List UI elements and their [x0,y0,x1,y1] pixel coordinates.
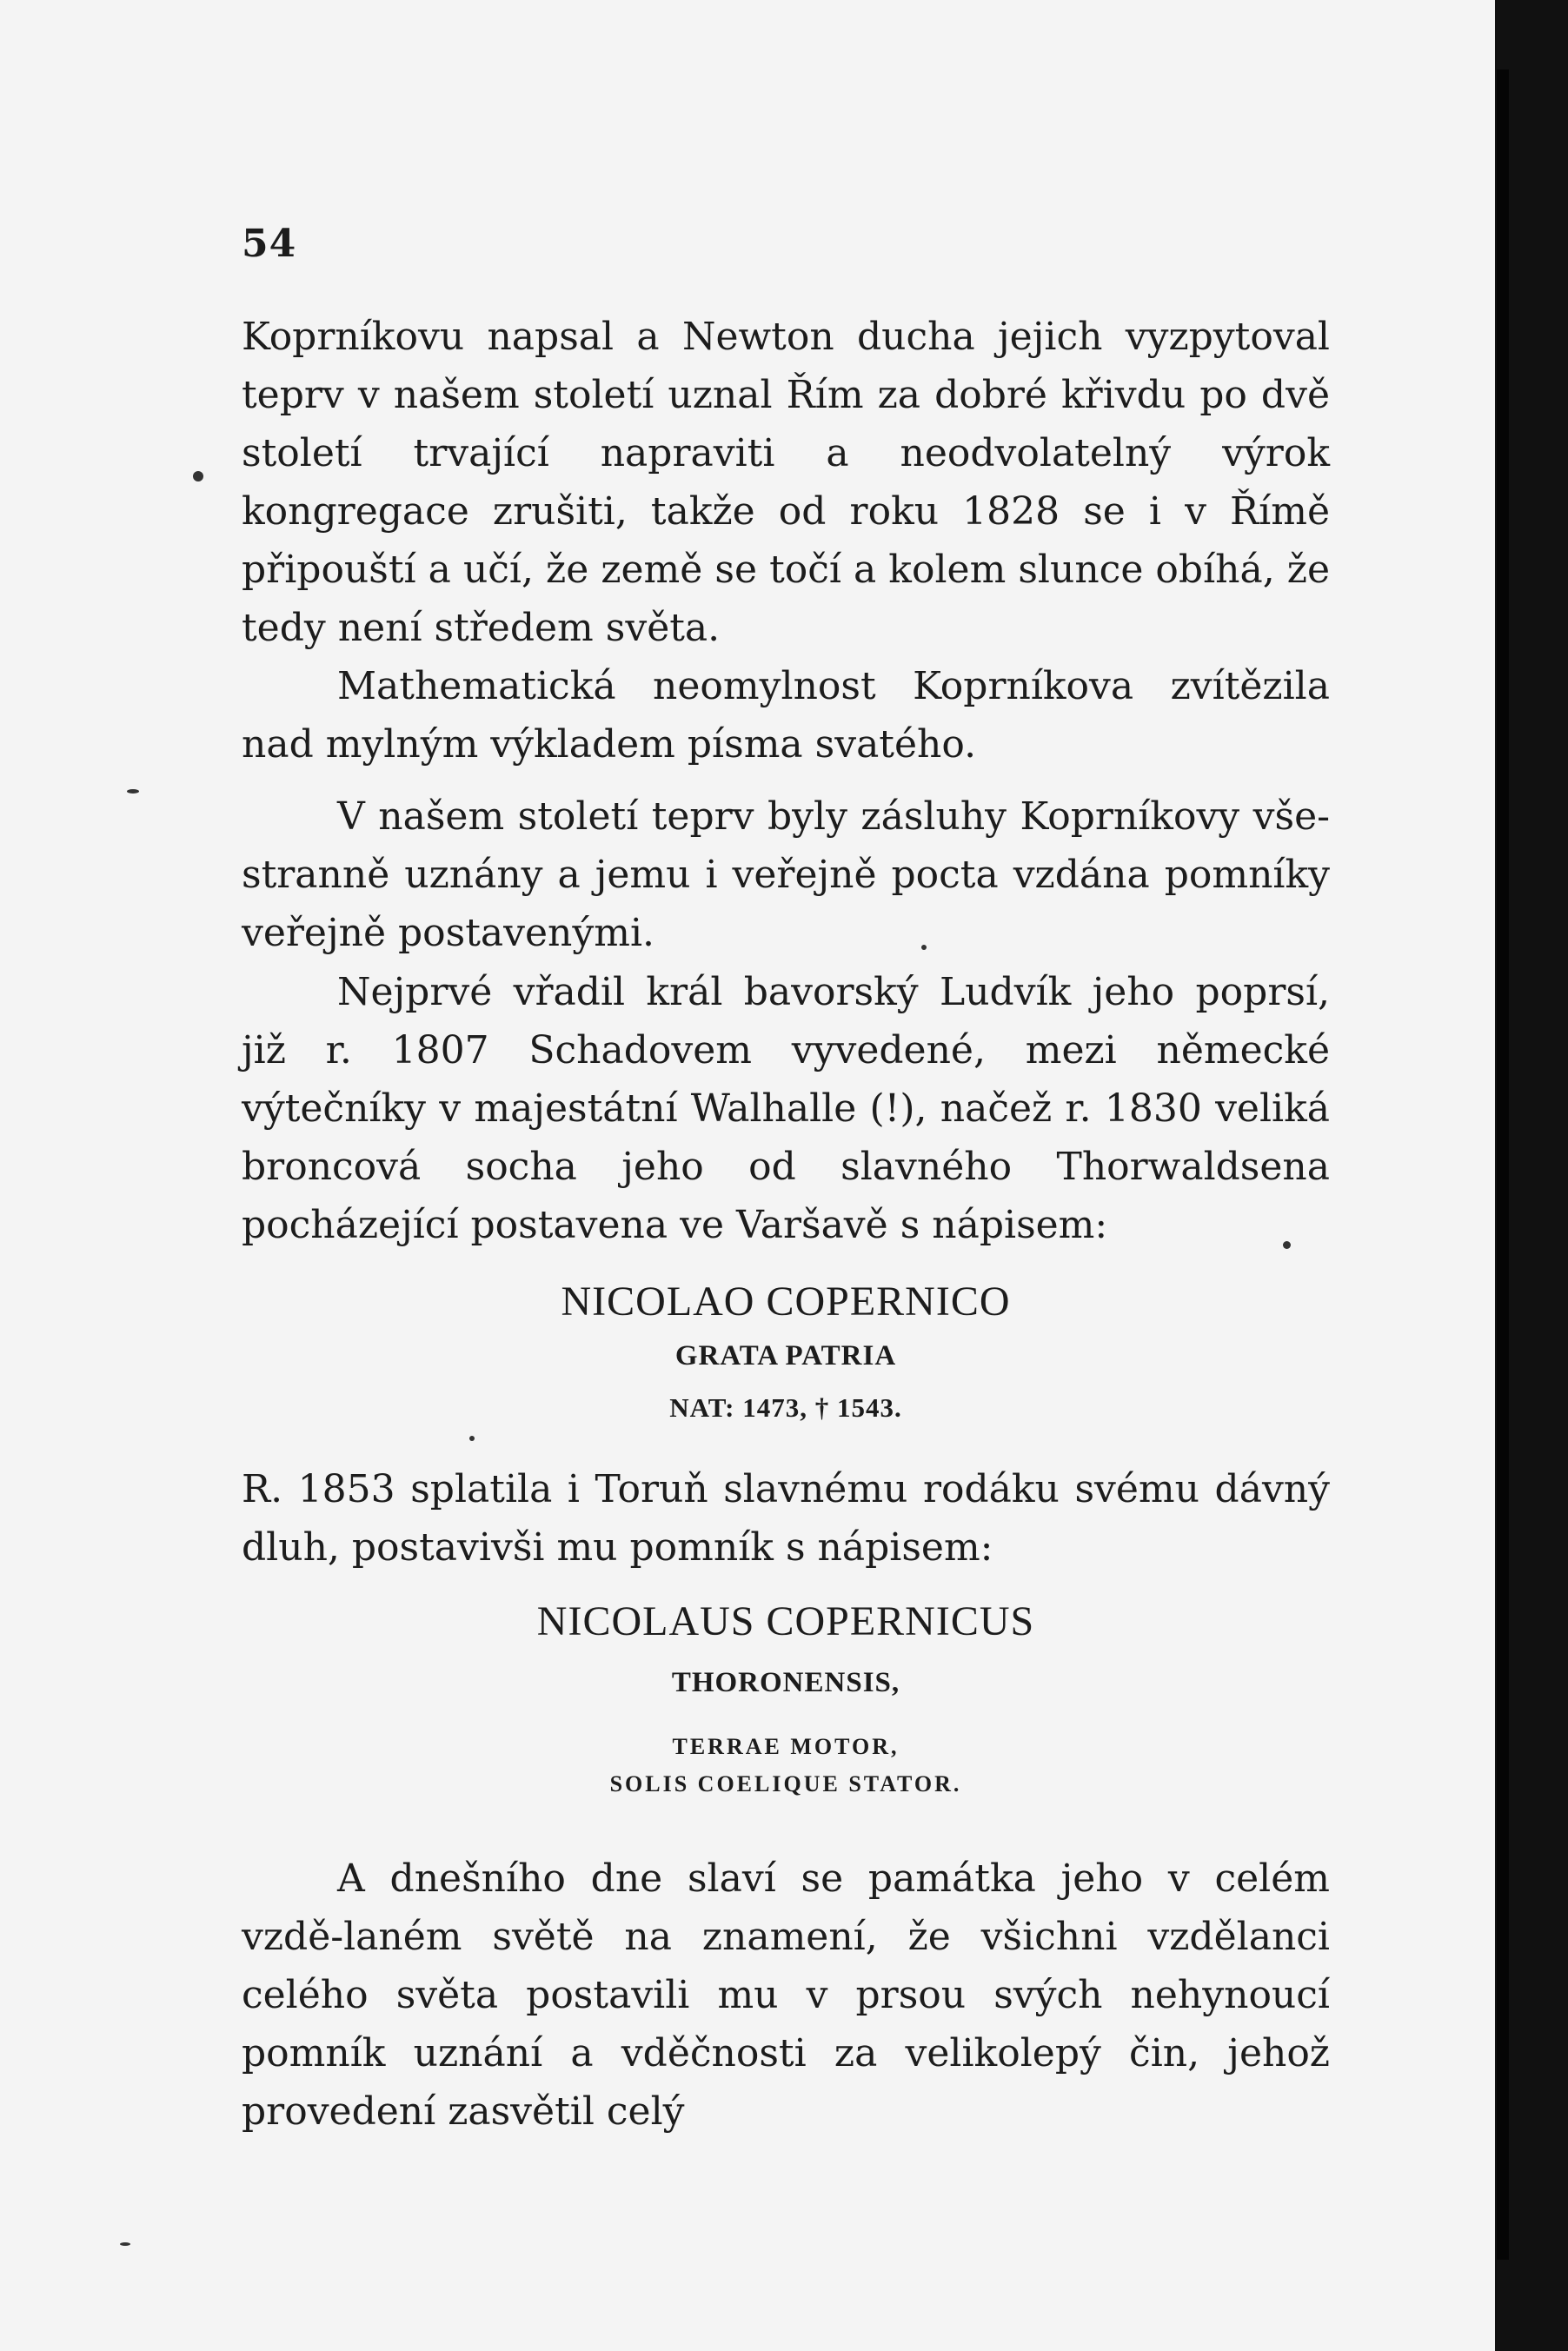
paragraph-6: A dnešního dne slaví se památka jeho v celém vzdě-laném světě na znamení, že všichni vzdělanci celého světa postavili mu v prsou svých nehynoucí pomník uznání a vděčnosti za velikolepý čin, jehož provedení zasvětil celý [242,1856,1330,2134]
scan-speck [193,471,203,481]
scan-speck [921,945,927,950]
paragraph-1: Koprníkovu napsal a Newton ducha jejich vyzpytoval teprv v našem století uznal Řím za dobré křivdu po dvě století trvající napraviti a neodvolatelný výrok kongregace zrušiti, takže od roku 1828 se i v Římě připouští a učí, že země se točí a kolem slunce obíhá, že tedy není středem světa. [242,315,1330,650]
paragraph-5: R. 1853 splatila i Toruň slavnému rodáku svému dávný dluh, postavivši mu pomník s nápisem: [242,1467,1330,1570]
scan-border-line [1497,70,1509,2260]
paragraph-4: Nejprvé vřadil král bavorský Ludvík jeho poprsí, již r. 1807 Schadovem vyvedené, mezi německé výtečníky v majestátní Walhalle (!), načež r. 1830 veliká broncová socha jeho od slavného Thorwaldsena pocházející postavena ve Varšavě s nápisem: [242,970,1330,1247]
inscription-1-line-3: NAT: 1473, † 1543. [669,1392,902,1423]
inscription-2-line-2: THORONENSIS, [671,1667,900,1698]
inscription-2-line-4: SOLIS COELIQUE STATOR. [609,1771,962,1796]
scan-speck [120,2242,130,2246]
page-number: 54 [242,222,297,266]
scan-speck [127,789,139,794]
scan-border [1495,0,1568,2351]
paragraph-2: Mathematická neomylnost Koprníkova zvítězila nad mylným výkladem písma svatého. [242,664,1330,767]
inscription-2-line-1: NICOLAUS COPERNICUS [536,1598,1035,1644]
inscription-1-line-1: NICOLAO COPERNICO [561,1278,1011,1325]
scan-speck [1283,1241,1291,1249]
inscription-2-line-3: TERRAE MOTOR, [672,1734,900,1759]
inscription-1-line-2: GRATA PATRIA [674,1340,897,1371]
scan-speck [469,1436,475,1441]
paragraph-3: V našem století teprv byly zásluhy Koprníkovy vše-stranně uznány a jemu i veřejně pocta vzdána pomníky veřejně postavenými. [242,794,1330,955]
